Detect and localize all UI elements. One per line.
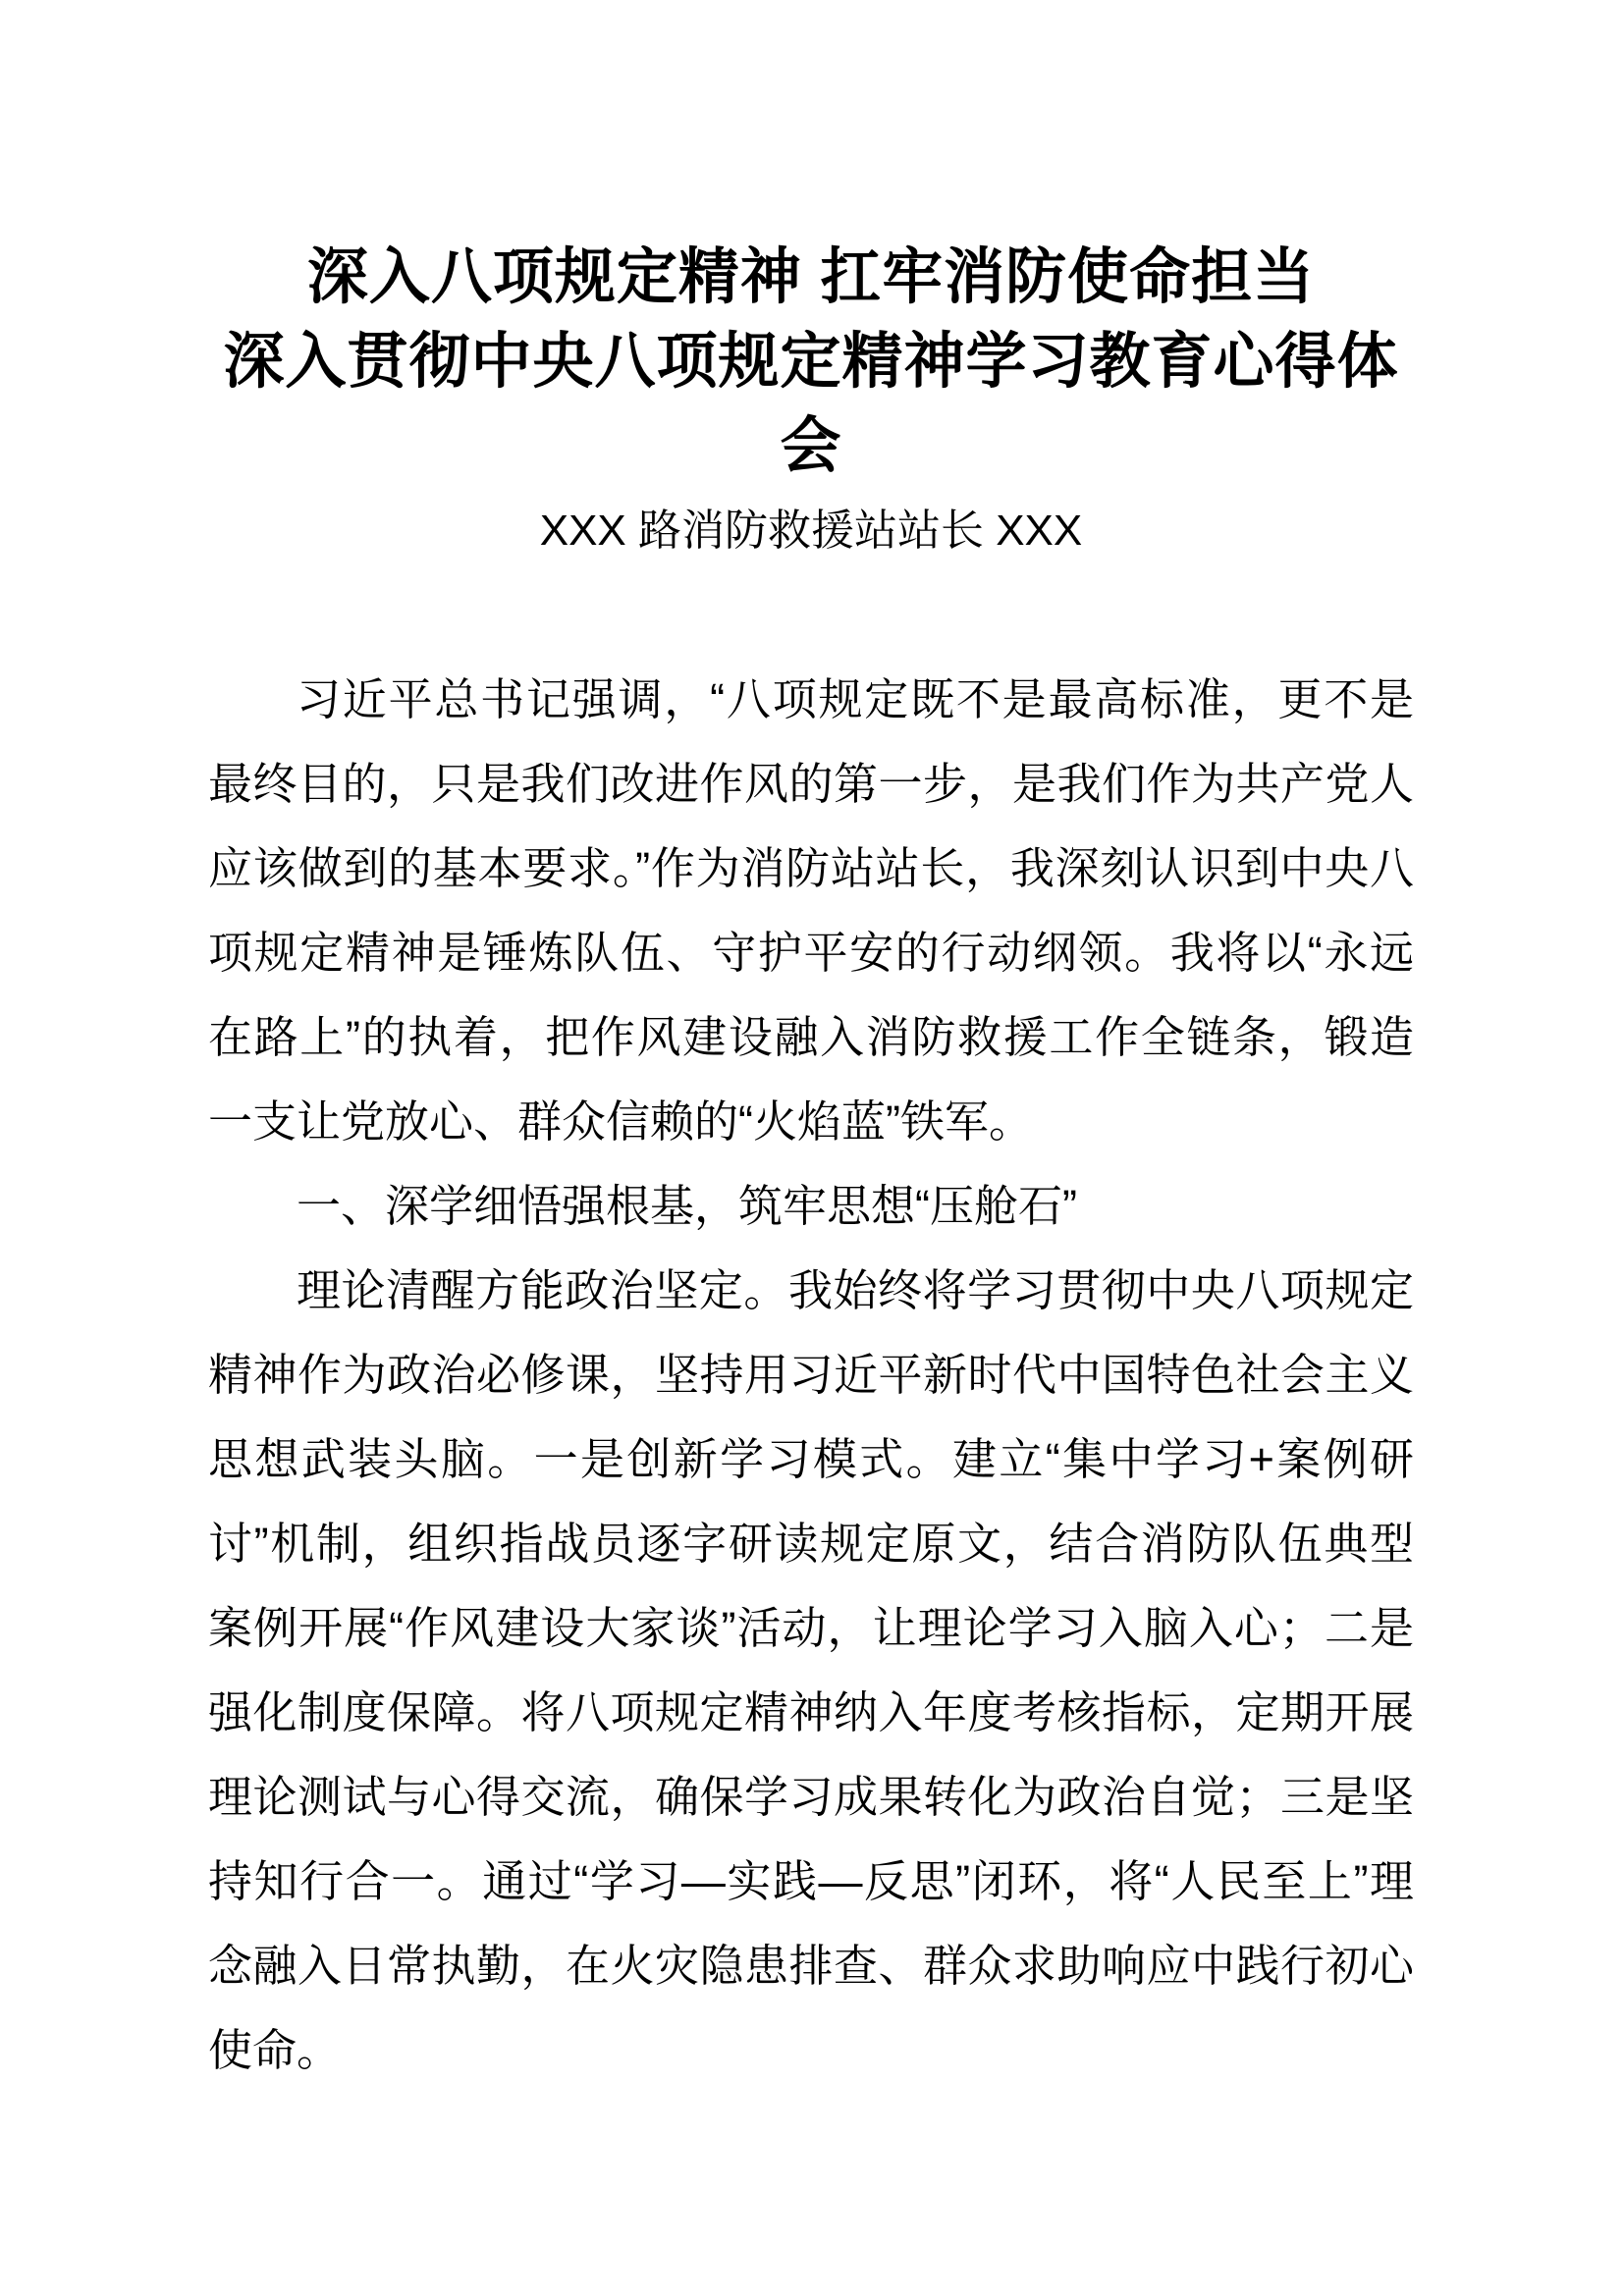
document-body: [208, 658, 1414, 2093]
document-title: [208, 236, 1414, 489]
document-title-line2: 深入贯彻中央八项规定精神学习教育心得体会: [223, 328, 1399, 480]
paragraph: 理论清醒方能政治坚定。我始终将学习贯彻中央八项规定精神作为政治必修课，坚持用习近平新时代中国特色社会主义思想武装头脑。一是创新学习模式。建立“集中学习+案例研讨”机制，组织指战员逐字研读规定原文，结合消防队伍典型案例开展“作风建设大家谈”活动，让理论学习入脑入心；二是强化制度保障。将八项规定精神纳入年度考核指标，定期开展理论测试与心得交流，确保学习成果转化为政治自觉；三是坚持知行合一。通过“学习—实践—反思”闭环，将“人民至上”理念融入日常执勤，在火灾隐患排查、群众求助响应中践行初心使命。: [208, 1265, 1414, 2075]
paragraph: 习近平总书记强调，“八项规定既不是最高标准，更不是最终目的，只是我们改进作风的第一步，是我们作为共产党人应该做到的基本要求。”作为消防站站长，我深刻认识到中央八项规定精神是锤炼队伍、守护平安的行动纲领。我将以“永远在路上”的执着，把作风建设融入消防救援工作全链条，锻造一支让党放心、群众信赖的“火焰蓝”铁军。: [208, 674, 1414, 1147]
document-title-line1: 深入八项规定精神 扛牢消防使命担当: [306, 243, 1316, 311]
document-header: [208, 236, 1414, 573]
section-heading: 一、深学细悟强根基，筑牢思想“压舱石”: [297, 1181, 1077, 1231]
document-byline: XXX 路消防救援站站长 XXX: [539, 507, 1083, 555]
